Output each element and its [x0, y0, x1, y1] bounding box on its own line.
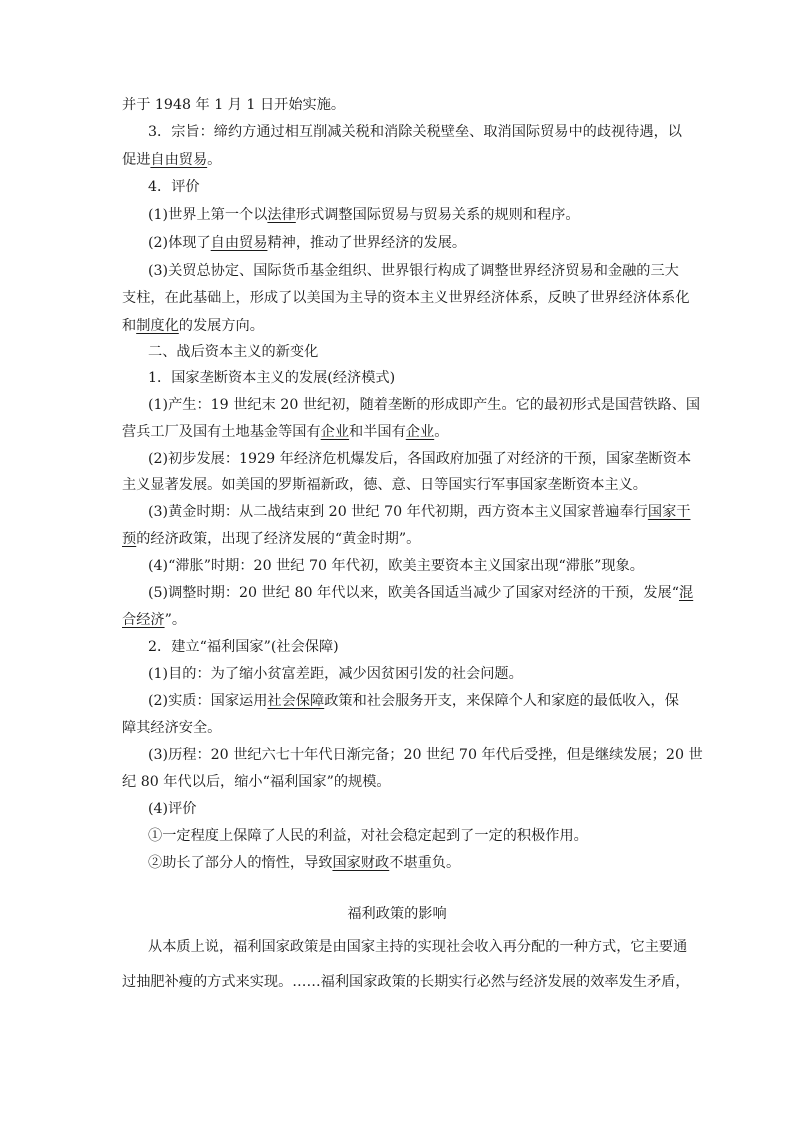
section-heading: 4．评价 [148, 179, 200, 195]
underlined-term: 国家干 [647, 504, 691, 520]
text-line: 合经济”。 [122, 612, 187, 628]
underlined-term: 预 [122, 531, 137, 547]
subsection-heading: 1．国家垄断资本主义的发展(经济模式) [148, 370, 396, 386]
text-line: 从本质上说，福利国家政策是由国家主持的实现社会收入再分配的一种方式，它主要通 [148, 939, 688, 955]
text-line: (1)世界上第一个以法律形式调整国际贸易与贸易关系的规则和程序。 [148, 207, 580, 223]
text-line: 主义显著发展。如美国的罗斯福新政，德、意、日等国实行军事国家垄断资本主义。 [122, 477, 647, 493]
text-line: 过抽肥补瘦的方式来实现。……福利国家政策的长期实行必然与经济发展的效率发生矛盾， [122, 974, 690, 990]
text-line: (2)初步发展：1929 年经济危机爆发后，各国政府加强了对经济的干预，国家垄断资本 [148, 451, 692, 467]
text-line: ①一定程度上保障了人民的利益，对社会稳定起到了一定的积极作用。 [148, 828, 588, 844]
text-line: (3)黄金时期：从二战结束到 20 世纪 70 年代初期，西方资本主义国家普遍奉行国家干 [148, 504, 691, 520]
underlined-term: 制度化 [136, 318, 179, 334]
text-line: 和制度化的发展方向。 [122, 318, 264, 334]
text-line: (1)目的：为了缩小贫富差距，减少因贫困引发的社会问题。 [148, 666, 523, 682]
text-line: (3)关贸总协定、国际货币基金组织、世界银行构成了调整世界经济贸易和金融的三大 [148, 263, 679, 279]
underlined-term: 混 [679, 585, 694, 601]
text-line: 障其经济安全。 [122, 720, 222, 736]
underlined-term: 合经济 [122, 612, 165, 628]
underlined-term: 自由贸易 [150, 152, 208, 168]
underlined-term: 企业 [405, 424, 435, 440]
underlined-term: 自由贸易 [210, 235, 268, 251]
text-line: ②助长了部分人的惰性，导致国家财政不堪重负。 [148, 855, 461, 871]
underlined-term: 法律 [267, 207, 296, 223]
text-line: 3．宗旨：缔约方通过相互削减关税和消除关税壁垒、取消国际贸易中的歧视待遇，以 [148, 124, 682, 140]
text-line: 营兵工厂及国有土地基金等国有企业和半国有企业。 [122, 424, 449, 440]
material-title: 福利政策的影响 [347, 906, 447, 922]
text-line: 促进自由贸易。 [122, 152, 222, 168]
text-line: (2)体现了自由贸易精神，推动了世界经济的发展。 [148, 235, 467, 251]
text-line: (4)“滞胀”时期：20 世纪 70 年代初，欧美主要资本主义国家出现“滞胀”现象。 [148, 558, 644, 574]
underlined-term: 社会保障 [267, 693, 325, 709]
underlined-term: 国家财政 [332, 855, 390, 871]
text-line: (3)历程：20 世纪六七十年代日渐完备；20 世纪 70 年代后受挫，但是继续发展；20 世 [148, 747, 703, 763]
text-line: (4)评价 [148, 801, 197, 817]
text-line: (1)产生：19 世纪末 20 世纪初，随着垄断的形成即产生。它的最初形式是国营铁路、国 [148, 397, 701, 413]
underlined-term: 企业 [320, 424, 350, 440]
text-line: 纪 80 年代以后，缩小“福利国家”的规模。 [122, 774, 391, 790]
text-line: (2)实质：国家运用社会保障政策和社会服务开支，来保障个人和家庭的最低收入，保 [148, 693, 679, 709]
text-line: 并于 1948 年 1 月 1 日开始实施。 [122, 97, 346, 113]
section-heading: 二、战后资本主义的新变化 [148, 344, 319, 360]
text-line: 预的经济政策，出现了经济发展的“黄金时期”。 [122, 531, 421, 547]
text-line: 支柱，在此基础上，形成了以美国为主导的资本主义世界经济体系，反映了世界经济体系化 [122, 290, 690, 306]
subsection-heading: 2．建立“福利国家”(社会保障) [148, 639, 339, 655]
text-line: (5)调整时期：20 世纪 80 年代以来，欧美各国适当减少了国家对经济的干预，发展“混 [148, 585, 694, 601]
